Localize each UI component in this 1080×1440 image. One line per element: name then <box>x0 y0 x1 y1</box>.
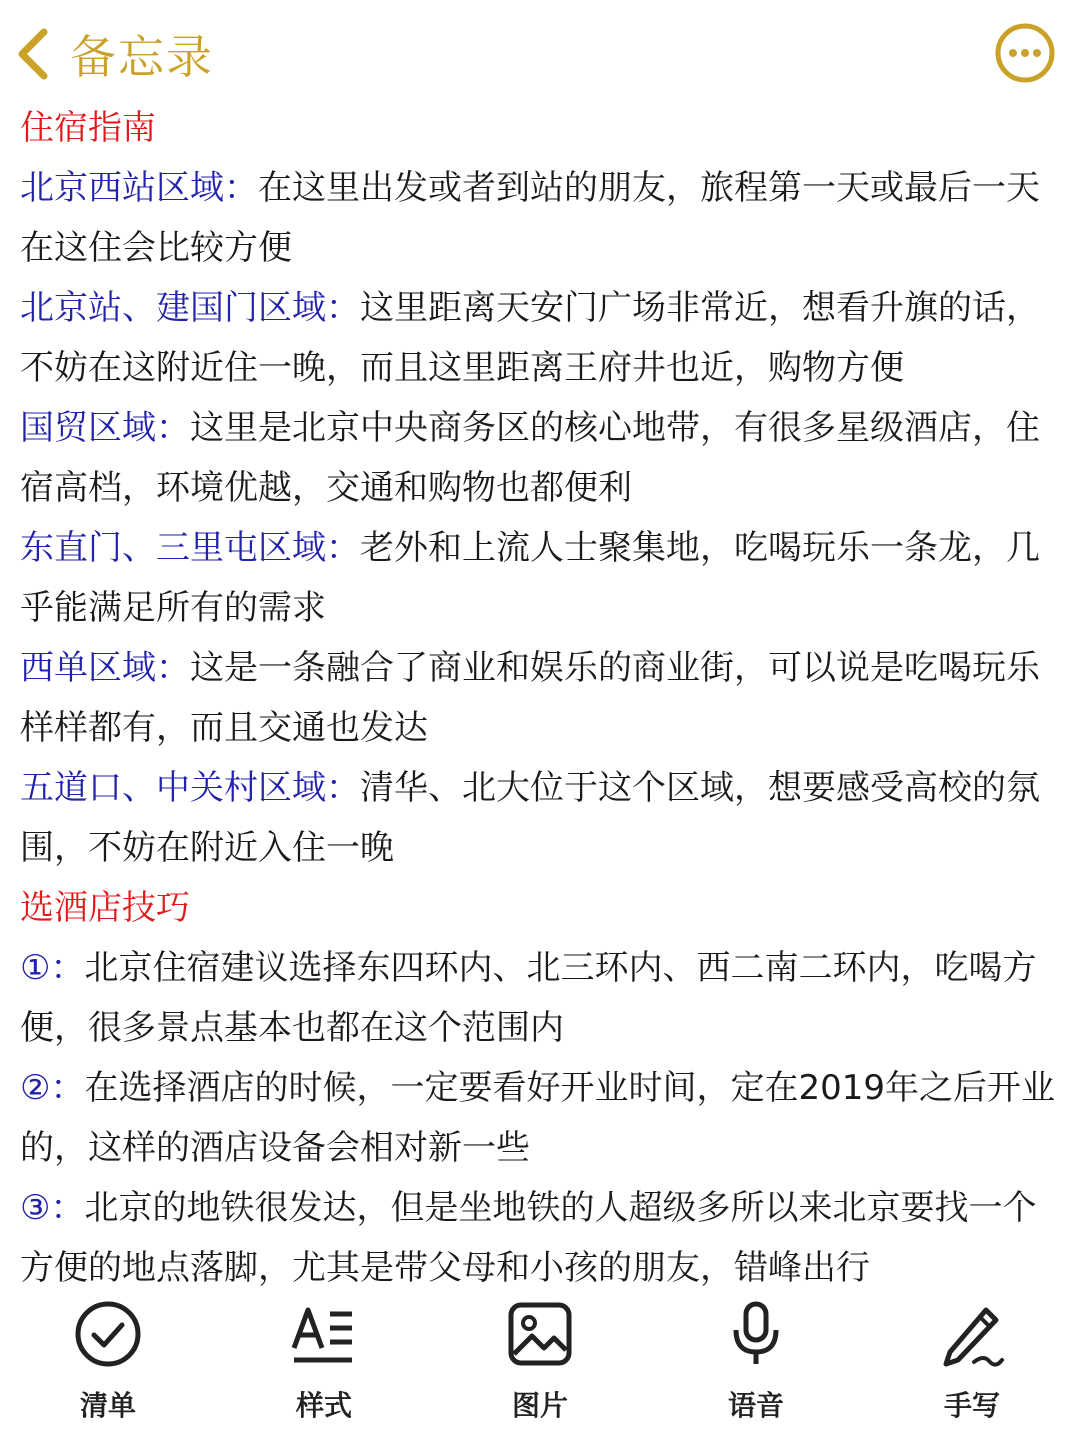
more-icon <box>994 22 1056 84</box>
tip-number: ③： <box>20 1188 85 1228</box>
voice-button[interactable] <box>676 1290 836 1440</box>
list-item <box>20 518 1060 638</box>
tip-text: 北京的地铁很发达，但是坐地铁的人超级多所以来北京要找一个方便的地点落脚，尤其是带父母和小孩的朋友，错峰出行 <box>20 1188 1037 1288</box>
list-item <box>20 938 1060 1058</box>
list-item <box>20 758 1060 878</box>
area-label: 北京西站区域： <box>20 168 258 208</box>
image-button[interactable] <box>460 1290 620 1440</box>
section-heading-tips: 选酒店技巧 <box>20 888 190 928</box>
back-button[interactable] <box>12 22 214 86</box>
text-format-icon <box>288 1298 360 1370</box>
area-text: 在这里出发或者到站的朋友，旅程第一天或最后一天在这住会比较方便 <box>20 168 1040 268</box>
style-button[interactable] <box>244 1290 404 1440</box>
microphone-icon <box>720 1298 792 1370</box>
area-text: 这是一条融合了商业和娱乐的商业街，可以说是吃喝玩乐样样都有，而且交通也发达 <box>20 648 1040 748</box>
checklist-label: 清单 <box>79 1389 136 1422</box>
area-label: 北京站、建国门区域： <box>20 288 360 328</box>
tip-number: ②： <box>20 1068 85 1108</box>
voice-label: 语音 <box>727 1389 784 1422</box>
handwrite-label: 手写 <box>943 1389 1000 1422</box>
area-label: 国贸区域： <box>20 408 190 448</box>
handwrite-button[interactable] <box>892 1290 1052 1440</box>
list-item <box>20 278 1060 398</box>
list-item <box>20 638 1060 758</box>
tip-text: 在选择酒店的时候，一定要看好开业时间，定在2019年之后开业的，这样的酒店设备会相对新一些 <box>20 1068 1056 1168</box>
check-circle-icon <box>72 1298 144 1370</box>
area-text: 这里距离天安门广场非常近，想看升旗的话，不妨在这附近住一晚，而且这里距离王府井也近，购物方便 <box>20 288 1040 388</box>
style-label: 样式 <box>295 1389 352 1422</box>
area-label: 东直门、三里屯区域： <box>20 528 360 568</box>
more-options-button[interactable] <box>994 22 1056 84</box>
area-text: 老外和上流人士聚集地，吃喝玩乐一条龙，几乎能满足所有的需求 <box>20 528 1040 628</box>
list-item <box>20 1058 1060 1178</box>
image-label: 图片 <box>511 1389 568 1422</box>
area-text: 这里是北京中央商务区的核心地带，有很多星级酒店，住宿高档，环境优越，交通和购物也都便利 <box>20 408 1040 508</box>
area-label: 五道口、中关村区域： <box>20 768 360 808</box>
header-bar <box>0 0 1080 110</box>
checklist-button[interactable] <box>28 1290 188 1440</box>
list-item <box>20 398 1060 518</box>
tip-number: ①： <box>20 948 85 988</box>
list-item <box>20 1178 1060 1298</box>
section-heading-accommodation: 住宿指南 <box>20 108 156 148</box>
area-label: 西单区域： <box>20 648 190 688</box>
tip-text: 北京住宿建议选择东四环内、北三环内、西二南二环内，吃喝方便，很多景点基本也都在这个范围内 <box>20 948 1037 1048</box>
note-body[interactable] <box>20 98 1060 1298</box>
back-label: 备忘录 <box>70 30 214 84</box>
pen-icon <box>936 1298 1008 1370</box>
area-text: 清华、北大位于这个区域，想要感受高校的氛围，不妨在附近入住一晚 <box>20 768 1040 868</box>
list-item <box>20 158 1060 278</box>
image-icon <box>504 1298 576 1370</box>
bottom-toolbar <box>0 1290 1080 1440</box>
chevron-left-icon <box>12 26 52 82</box>
